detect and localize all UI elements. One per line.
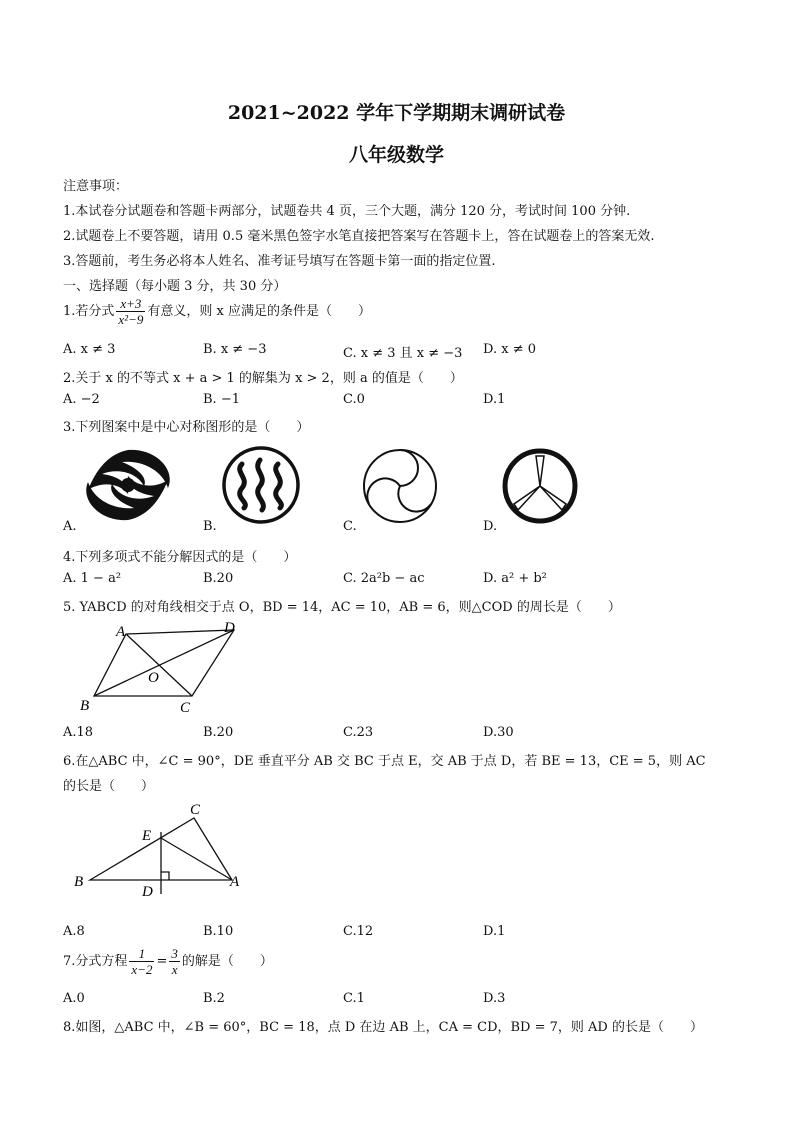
question-6-line-2: 的长是（ ） — [63, 779, 155, 794]
q1-option-a: A. x ≠ 3 — [63, 342, 116, 357]
q5-option-d: D.30 — [483, 725, 514, 740]
q6-right-angle-mark — [161, 872, 169, 880]
q5-label-a: A — [116, 624, 126, 640]
q7-suffix: 的解是（ ） — [181, 954, 273, 969]
question-3: 3.下列图案中是中心对称图形的是（ ） — [63, 420, 310, 435]
q7-fraction-1 — [129, 946, 154, 977]
question-4: 4.下列多项式不能分解因式的是（ ） — [63, 550, 297, 565]
q5-option-b: B.20 — [203, 725, 234, 740]
q1-fraction — [116, 296, 145, 327]
q6-option-a: A.8 — [63, 924, 85, 939]
q5-label-o: O — [148, 670, 159, 686]
q6-label-c: C — [190, 802, 201, 818]
q6-label-a: A — [230, 874, 240, 890]
note-item-2: 2.试题卷上不要答题，请用 0.5 毫米黑色签字水笔直接把答案写在答题卡上，答在试题卷上的答案无效. — [63, 229, 655, 244]
q7-frac1-num: 1 — [129, 946, 154, 962]
q6-option-b: B.10 — [203, 924, 234, 939]
q4-option-b: B.20 — [203, 571, 234, 586]
q6-option-d: D.1 — [483, 924, 506, 939]
q6-triangle-diagram — [66, 798, 256, 906]
q6-label-d: D — [142, 884, 153, 900]
note-item-3: 3.答题前，考生务必将本人姓名、准考证号填写在答题卡第一面的指定位置. — [63, 254, 496, 269]
q1-frac-den: x²−9 — [118, 312, 144, 327]
q7-option-c: C.1 — [343, 991, 365, 1006]
q3-option-b: B. — [203, 519, 217, 534]
q3-figure-d-tristar-icon — [500, 446, 580, 526]
q3-figure-a-swirl-icon — [78, 440, 178, 530]
question-5: 5. YABCD 的对角线相交于点 O，BD = 14，AC = 10，AB = 6，则△COD 的周长是（ ） — [63, 600, 621, 615]
question-2: 2.关于 x 的不等式 x + a > 1 的解集为 x > 2，则 a 的值是（ ） — [63, 371, 463, 386]
section-title: 一、选择题（每小题 3 分，共 30 分） — [63, 279, 287, 294]
question-1 — [63, 296, 371, 327]
q1-frac-num: x+3 — [116, 296, 145, 312]
exam-subtitle: 八年级数学 — [348, 144, 444, 166]
q3-option-c: C. — [343, 519, 357, 534]
q4-option-a: A. 1 − a² — [63, 571, 122, 586]
question-6-line-1: 6.在△ABC 中，∠C = 90°，DE 垂直平分 AB 交 BC 于点 E，交 AB 于点 D，若 BE = 13，CE = 5，则 AC — [63, 754, 706, 769]
q7-frac2-den: x — [171, 962, 178, 977]
q5-parallelogram-diagram — [76, 618, 246, 718]
q7-equals: = — [156, 954, 168, 969]
question-7 — [63, 946, 273, 977]
q1-option-b: B. x ≠ −3 — [203, 342, 267, 357]
q6-label-e: E — [142, 828, 152, 844]
q7-option-b: B.2 — [203, 991, 225, 1006]
exam-title: 2021~2022 学年下学期期末调研试卷 — [227, 102, 566, 124]
q1-prefix: 1.若分式 — [63, 304, 115, 319]
q1-suffix: 有意义，则 x 应满足的条件是（ ） — [147, 304, 371, 319]
q3-option-a: A. — [63, 519, 77, 534]
q1-option-d: D. x ≠ 0 — [483, 342, 536, 357]
note-item-1: 1.本试卷分试题卷和答题卡两部分，试题卷共 4 页，三个大题，满分 120 分，考试时间 100 分钟. — [63, 204, 631, 219]
q7-fraction-2 — [169, 946, 180, 977]
q2-option-b: B. −1 — [203, 392, 240, 407]
q6-label-b: B — [74, 874, 84, 890]
q4-option-d: D. a² + b² — [483, 571, 547, 586]
q5-label-b: B — [80, 698, 90, 714]
q2-option-d: D.1 — [483, 392, 506, 407]
q5-label-c: C — [180, 700, 191, 716]
q2-option-c: C.0 — [343, 392, 365, 407]
q3-option-d: D. — [483, 519, 498, 534]
q2-option-a: A. −2 — [63, 392, 100, 407]
notes-heading: 注意事项： — [63, 179, 129, 194]
q1-option-c: C. x ≠ 3 且 x ≠ −3 — [343, 346, 463, 361]
q5-label-d: D — [224, 620, 235, 636]
q5-option-a: A.18 — [63, 725, 94, 740]
q4-option-c: C. 2a²b − ac — [343, 571, 425, 586]
q7-prefix: 7.分式方程 — [63, 954, 128, 969]
q3-figure-b-waves-icon — [220, 444, 302, 526]
q3-figure-c-triskele-icon — [360, 446, 440, 526]
q6-option-c: C.12 — [343, 924, 374, 939]
question-8: 8.如图，△ABC 中，∠B = 60°，BC = 18，点 D 在边 AB 上，CA = CD，BD = 7，则 AD 的长是（ ） — [63, 1020, 703, 1035]
q7-frac1-den: x−2 — [131, 962, 153, 977]
q7-frac2-num: 3 — [171, 946, 178, 961]
q5-option-c: C.23 — [343, 725, 374, 740]
q6-segment-ea — [161, 838, 232, 880]
q7-option-d: D.3 — [483, 991, 506, 1006]
q7-option-a: A.0 — [63, 991, 85, 1006]
